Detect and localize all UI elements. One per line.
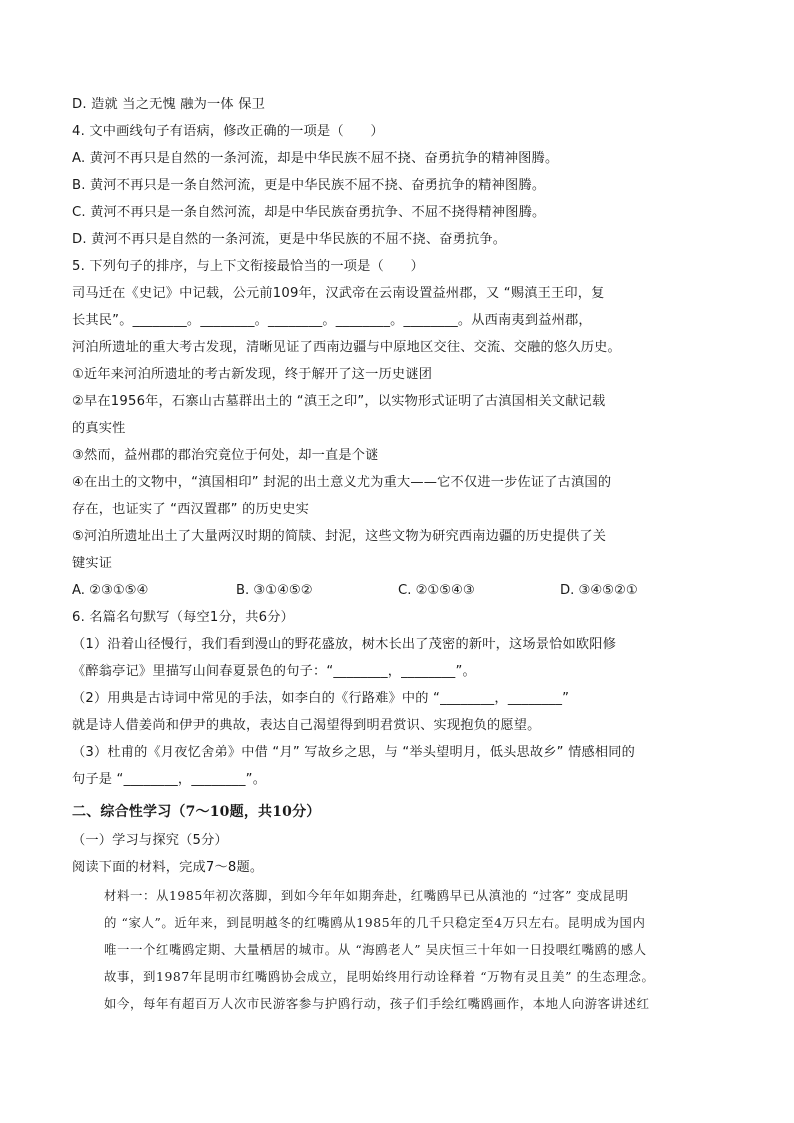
q4-option-d: D. 黄河不再只是自然的一条河流，更是中华民族的不屈不挠、奋勇抗争。 (72, 232, 507, 247)
q5-passage-line: 司马迁在《史记》中记载，公元前109年，汉武帝在云南设置益州郡，又 “赐滇王王印，复 (72, 286, 605, 301)
q5-sentence-4: ④在出土的文物中，“滇国相印” 封泥的出土意义尤为重大——它不仅进一步佐证了古滇国的 (72, 475, 612, 490)
q5-passage-line: 长其民”。________。________。________。________。________。从西南夷到益州郡， (72, 313, 592, 328)
q5-sentence-5: ⑤河泊所遗址出土了大量两汉时期的简牍、封泥，这些文物为研究西南边疆的历史提供了关 (72, 529, 607, 544)
section-2-instruction: 阅读下面的材料，完成7～8题。 (72, 860, 264, 875)
q5-option-d: D. ③④⑤②① (560, 583, 638, 598)
q4-option-c: C. 黄河不再只是一条自然河流，却是中华民族奋勇抗争、不屈不挠得精神图腾。 (72, 205, 546, 220)
q4-option-a: A. 黄河不再只是自然的一条河流，却是中华民族不屈不挠、奋勇抗争的精神图腾。 (72, 151, 559, 166)
q5-sentence-5-cont: 键实证 (72, 556, 113, 571)
q3-option-d: D. 造就 当之无愧 融为一体 保卫 (72, 97, 265, 112)
q5-sentence-4-cont: 存在，也证实了 “西汉置郡” 的历史史实 (72, 502, 310, 517)
q6-line: （3）杜甫的《月夜忆舍弟》中借 “月” 写故乡之思，与 “举头望明月，低头思故乡” 情感相同的 (72, 745, 636, 760)
q5-option-b: B. ③①④⑤② (236, 583, 313, 598)
q5-sentence-2-cont: 的真实性 (72, 421, 126, 436)
q5-option-c: C. ②①⑤④③ (398, 583, 475, 598)
material-line: 唯一一个红嘴鸥定期、大量栖居的城市。从 “海鸥老人” 吴庆恒三十年如一日投喂红嘴鸥的感人 (104, 942, 647, 957)
q6-line: 《醉翁亭记》里描写山间春夏景色的句子：“________，________”。 (72, 664, 476, 679)
section-2-subtitle: （一）学习与探究（5分） (72, 833, 228, 848)
q5-passage-line: 河泊所遗址的重大考古发现，清晰见证了西南边疆与中原地区交往、交流、交融的悠久历史。 (72, 340, 621, 355)
q6-line: 句子是 “________，________”。 (72, 772, 267, 787)
q6-line: 就是诗人借姜尚和伊尹的典故，表达自己渴望得到明君赏识、实现抱负的愿望。 (72, 718, 541, 733)
q4-option-b: B. 黄河不再只是一条自然河流，更是中华民族不屈不挠、奋勇抗争的精神图腾。 (72, 178, 546, 193)
material-line: 故事，到1987年昆明市红嘴鸥协会成立，昆明始终用行动诠释着 “万物有灵且美” 的生态理念。 (104, 969, 655, 984)
q5-option-a: A. ②③①⑤④ (72, 583, 149, 598)
q5-sentence-2: ②早在1956年，石寨山古墓群出土的 “滇王之印”，以实物形式证明了古滇国相关文献记载 (72, 394, 606, 409)
material-line: 如今，每年有超百万人次市民游客参与护鸥行动，孩子们手绘红嘴鸥画作，本地人向游客讲述红 (104, 996, 650, 1011)
q4-stem: 4. 文中画线句子有语病，修改正确的一项是（ ） (72, 124, 384, 139)
material-line: 材料一：从1985年初次落脚，到如今年年如期奔赴，红嘴鸥早已从滇池的 “过客” 变成昆明 (104, 888, 629, 903)
q6-line: （2）用典是古诗词中常见的手法，如李白的《行路难》中的 “________，________” (72, 691, 570, 706)
material-line: 的 “家人”。近年来，到昆明越冬的红嘴鸥从1985年的几千只稳定至4万只左右。昆明成为国内 (104, 915, 646, 930)
section-2-title: 二、综合性学习（7～10题，共10分） (72, 804, 321, 820)
q5-stem: 5. 下列句子的排序，与上下文衔接最恰当的一项是（ ） (72, 259, 425, 274)
q5-sentence-1: ①近年来河泊所遗址的考古新发现，终于解开了这一历史谜团 (72, 367, 433, 382)
q6-stem: 6. 名篇名句默写（每空1分，共6分） (72, 610, 294, 625)
q5-sentence-3: ③然而，益州郡的郡治究竟位于何处，却一直是个谜 (72, 448, 379, 463)
q6-line: （1）沿着山径慢行，我们看到漫山的野花盛放，树木长出了茂密的新叶，这场景恰如欧阳修 (72, 637, 617, 652)
